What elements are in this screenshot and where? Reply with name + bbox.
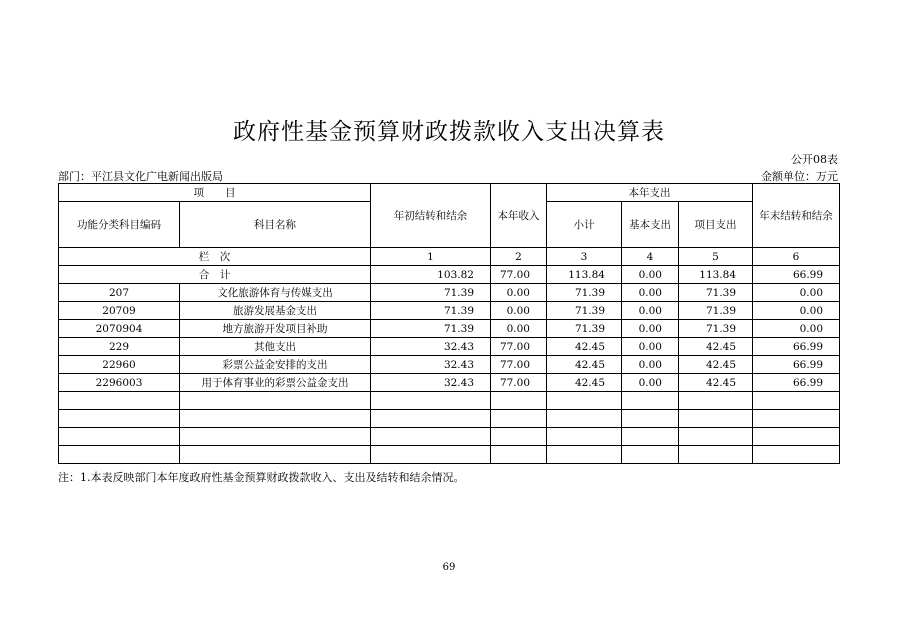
cell-name: 文化旅游体育与传媒支出: [180, 284, 371, 302]
column-number: 3: [547, 248, 622, 266]
column-number: 6: [753, 248, 840, 266]
header-basic: 基本支出: [622, 202, 679, 248]
cell-basic: 0.00: [622, 320, 679, 338]
empty-row: [59, 446, 840, 464]
cell-opening: 32.43: [371, 338, 491, 356]
column-number-label: 栏 次: [59, 248, 371, 266]
total-row: [59, 266, 840, 284]
cell-subtotal: 71.39: [547, 320, 622, 338]
form-number: 公开08表: [791, 153, 838, 166]
cell-code: 20709: [59, 302, 180, 320]
cell-basic: 0.00: [622, 266, 679, 284]
cell-income: 77.00: [491, 338, 547, 356]
cell-code: 22960: [59, 356, 180, 374]
cell-basic: 0.00: [622, 338, 679, 356]
cell-subtotal: 42.45: [547, 338, 622, 356]
budget-table: [58, 183, 840, 464]
cell-closing: 0.00: [753, 284, 840, 302]
cell-project: 42.45: [679, 356, 753, 374]
cell-opening: 32.43: [371, 356, 491, 374]
cell-opening: 103.82: [371, 266, 491, 284]
cell-subtotal: 71.39: [547, 284, 622, 302]
footnote: 注：1.本表反映部门本年度政府性基金预算财政拨款收入、支出及结转和结余情况。: [58, 471, 465, 484]
header-opening: 年初结转和结余: [371, 184, 491, 248]
cell-closing: 0.00: [753, 320, 840, 338]
header-closing: 年末结转和结余: [753, 184, 840, 248]
cell-project: 71.39: [679, 302, 753, 320]
cell-closing: 66.99: [753, 374, 840, 392]
cell-code: 2070904: [59, 320, 180, 338]
unit-label: 金额单位：万元: [761, 170, 838, 183]
cell-project: 113.84: [679, 266, 753, 284]
cell-name: 用于体育事业的彩票公益金支出: [180, 374, 371, 392]
cell-opening: 32.43: [371, 374, 491, 392]
table-row: [59, 284, 840, 302]
cell-closing: 66.99: [753, 266, 840, 284]
cell-name: 彩票公益金安排的支出: [180, 356, 371, 374]
table-row: [59, 302, 840, 320]
header-name: 科目名称: [180, 202, 371, 248]
cell-project: 71.39: [679, 284, 753, 302]
cell-project: 71.39: [679, 320, 753, 338]
cell-name: 地方旅游开发项目补助: [180, 320, 371, 338]
cell-subtotal: 113.84: [547, 266, 622, 284]
cell-opening: 71.39: [371, 320, 491, 338]
cell-basic: 0.00: [622, 374, 679, 392]
header-items: 项 目: [59, 184, 371, 202]
column-number: 4: [622, 248, 679, 266]
header-subtotal: 小计: [547, 202, 622, 248]
cell-income: 77.00: [491, 356, 547, 374]
table-row: [59, 356, 840, 374]
table-row: [59, 320, 840, 338]
cell-code: 229: [59, 338, 180, 356]
empty-row: [59, 428, 840, 446]
header-code: 功能分类科目编码: [59, 202, 180, 248]
page-number: 69: [442, 562, 456, 573]
table-row: [59, 338, 840, 356]
cell-basic: 0.00: [622, 302, 679, 320]
column-number: 5: [679, 248, 753, 266]
cell-code: 2296003: [59, 374, 180, 392]
cell-opening: 71.39: [371, 284, 491, 302]
cell-name: 其他支出: [180, 338, 371, 356]
cell-income: 77.00: [491, 374, 547, 392]
cell-name: 旅游发展基金支出: [180, 302, 371, 320]
column-number: 1: [371, 248, 491, 266]
empty-row: [59, 392, 840, 410]
column-number: 2: [491, 248, 547, 266]
page-title: 政府性基金预算财政拨款收入支出决算表: [233, 119, 665, 145]
cell-income: 0.00: [491, 320, 547, 338]
cell-subtotal: 42.45: [547, 356, 622, 374]
cell-code: 207: [59, 284, 180, 302]
cell-project: 42.45: [679, 338, 753, 356]
header-project: 项目支出: [679, 202, 753, 248]
column-number-row: [59, 248, 840, 266]
header-income: 本年收入: [491, 184, 547, 248]
cell-closing: 66.99: [753, 338, 840, 356]
header-expenditure: 本年支出: [547, 184, 753, 202]
cell-basic: 0.00: [622, 356, 679, 374]
empty-row: [59, 410, 840, 428]
cell-subtotal: 71.39: [547, 302, 622, 320]
department-label: 部门：平江县文化广电新闻出版局: [58, 170, 223, 183]
cell-basic: 0.00: [622, 284, 679, 302]
header-row-1: [59, 184, 840, 202]
table-row: [59, 374, 840, 392]
total-label: 合 计: [59, 266, 371, 284]
cell-closing: 66.99: [753, 356, 840, 374]
cell-income: 0.00: [491, 302, 547, 320]
cell-opening: 71.39: [371, 302, 491, 320]
cell-project: 42.45: [679, 374, 753, 392]
cell-closing: 0.00: [753, 302, 840, 320]
cell-income: 0.00: [491, 284, 547, 302]
cell-subtotal: 42.45: [547, 374, 622, 392]
cell-income: 77.00: [491, 266, 547, 284]
